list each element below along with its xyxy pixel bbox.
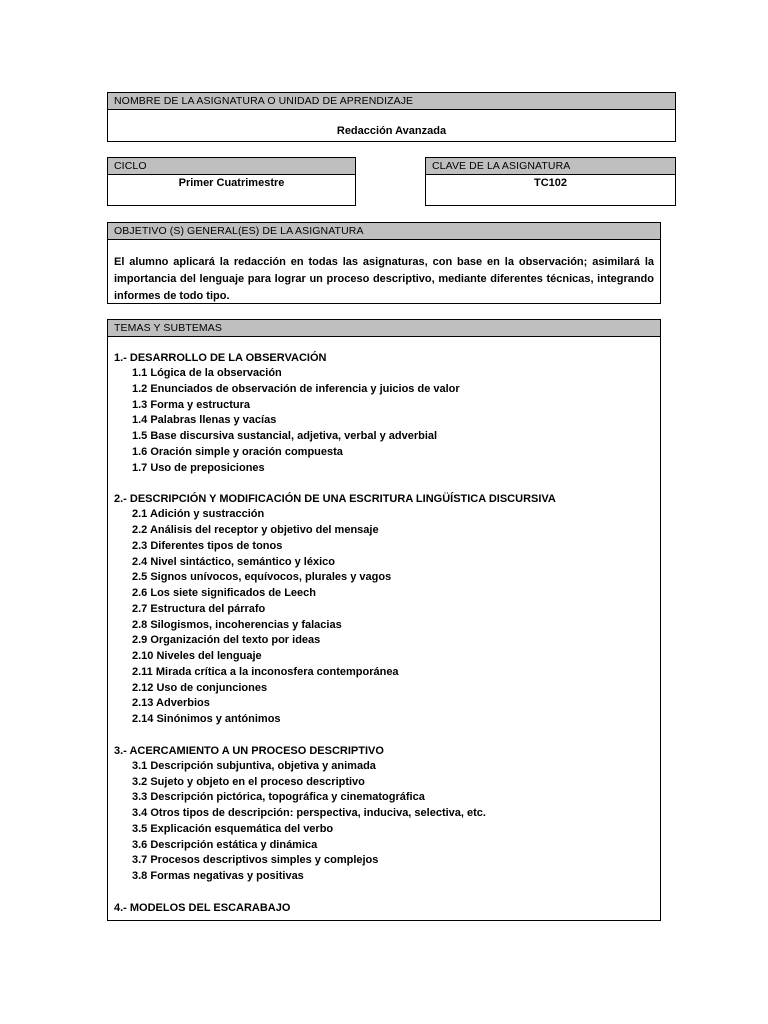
topic-block: [114, 491, 654, 728]
topic-title: 4.- MODELOS DEL ESCARABAJO: [114, 901, 291, 914]
subtopic-item: 3.2 Sujeto y objeto en el proceso descriptivo: [132, 775, 365, 788]
topic-block: [114, 350, 654, 476]
subtopic-item: 1.4 Palabras llenas y vacías: [132, 414, 277, 427]
temas-list: [108, 337, 660, 916]
topic-title: 1.- DESARROLLO DE LA OBSERVACIÓN: [114, 352, 327, 364]
topic-block: [114, 743, 654, 885]
objetivo-text: El alumno aplicará la redacción en todas las asignaturas, con base en la observación; asimilará la importancia del lenguaje para lograr un proceso descriptivo, mediante diferentes técnicas, integrando informes de todo tipo.: [114, 256, 654, 302]
subtopic-item: 2.2 Análisis del receptor y objetivo del mensaje: [132, 524, 379, 536]
ciclo-box: [107, 157, 356, 206]
subtopic-item: 3.1 Descripción subjuntiva, objetiva y animada: [132, 759, 376, 772]
subtopic-item: 2.12 Uso de conjunciones: [132, 681, 268, 694]
subtopic-item: 1.7 Uso de preposiciones: [132, 461, 265, 474]
subtopic-item: 1.5 Base discursiva sustancial, adjetiva, verbal y adverbial: [132, 430, 438, 442]
subtopic-item: 2.13 Adverbios: [132, 697, 210, 710]
subtopic-item: 3.6 Descripción estática y dinámica: [132, 838, 318, 851]
subtopic-item: 2.6 Los siete significados de Leech: [132, 587, 317, 599]
subtopic-item: 3.5 Explicación esquemática del verbo: [132, 822, 334, 835]
subtopic-item: 3.7 Procesos descriptivos simples y complejos: [132, 854, 379, 867]
topic-block: [114, 900, 654, 916]
subtopic-item: 2.5 Signos unívocos, equívocos, plurales y vagos: [132, 571, 392, 584]
asignatura-value: Redacción Avanzada: [336, 125, 447, 137]
objetivo-header: OBJETIVO (S) GENERAL(ES) DE LA ASIGNATURA: [108, 223, 660, 240]
subtopic-item: 2.10 Niveles del lenguaje: [132, 650, 262, 662]
asignatura-box: [107, 92, 676, 142]
subtopic-item: 3.4 Otros tipos de descripción: perspectiva, induciva, selectiva, etc.: [132, 807, 486, 819]
ciclo-value: Primer Cuatrimestre: [178, 177, 285, 189]
temas-header: TEMAS Y SUBTEMAS: [108, 320, 660, 337]
subtopic-item: 3.8 Formas negativas y positivas: [132, 870, 304, 882]
subtopic-item: 2.9 Organización del texto por ideas: [132, 634, 321, 647]
subtopic-item: 1.3 Forma y estructura: [132, 398, 250, 411]
subtopic-item: 2.1 Adición y sustracción: [132, 508, 265, 521]
clave-header: CLAVE DE LA ASIGNATURA: [426, 158, 675, 175]
topic-title: 3.- ACERCAMIENTO A UN PROCESO DESCRIPTIVO: [114, 744, 384, 757]
subtopic-item: 3.3 Descripción pictórica, topográfica y cinematográfica: [132, 791, 425, 804]
subtopic-item: 2.14 Sinónimos y antónimos: [132, 713, 281, 725]
ciclo-header: CICLO: [108, 158, 355, 175]
clave-value: TC102: [533, 177, 568, 189]
subtopic-item: 1.1 Lógica de la observación: [132, 367, 282, 379]
topic-title: 2.- DESCRIPCIÓN Y MODIFICACIÓN DE UNA ESCRITURA LINGÜÍSTICA DISCURSIVA: [114, 493, 556, 506]
asignatura-header: NOMBRE DE LA ASIGNATURA O UNIDAD DE APRENDIZAJE: [108, 93, 675, 110]
subtopic-item: 1.2 Enunciados de observación de inferencia y juicios de valor: [132, 382, 460, 395]
subtopic-item: 2.8 Silogismos, incoherencias y falacias: [132, 618, 342, 631]
subtopic-item: 2.7 Estructura del párrafo: [132, 602, 266, 615]
clave-box: [425, 157, 676, 206]
subtopic-item: 2.11 Mirada crítica a la inconosfera contemporánea: [132, 665, 399, 678]
temas-box: [107, 319, 661, 921]
subtopic-item: 2.4 Nivel sintáctico, semántico y léxico: [132, 555, 335, 568]
subtopic-item: 1.6 Oración simple y oración compuesta: [132, 445, 343, 458]
subtopic-item: 2.3 Diferentes tipos de tonos: [132, 539, 283, 552]
objetivo-box: [107, 222, 661, 304]
